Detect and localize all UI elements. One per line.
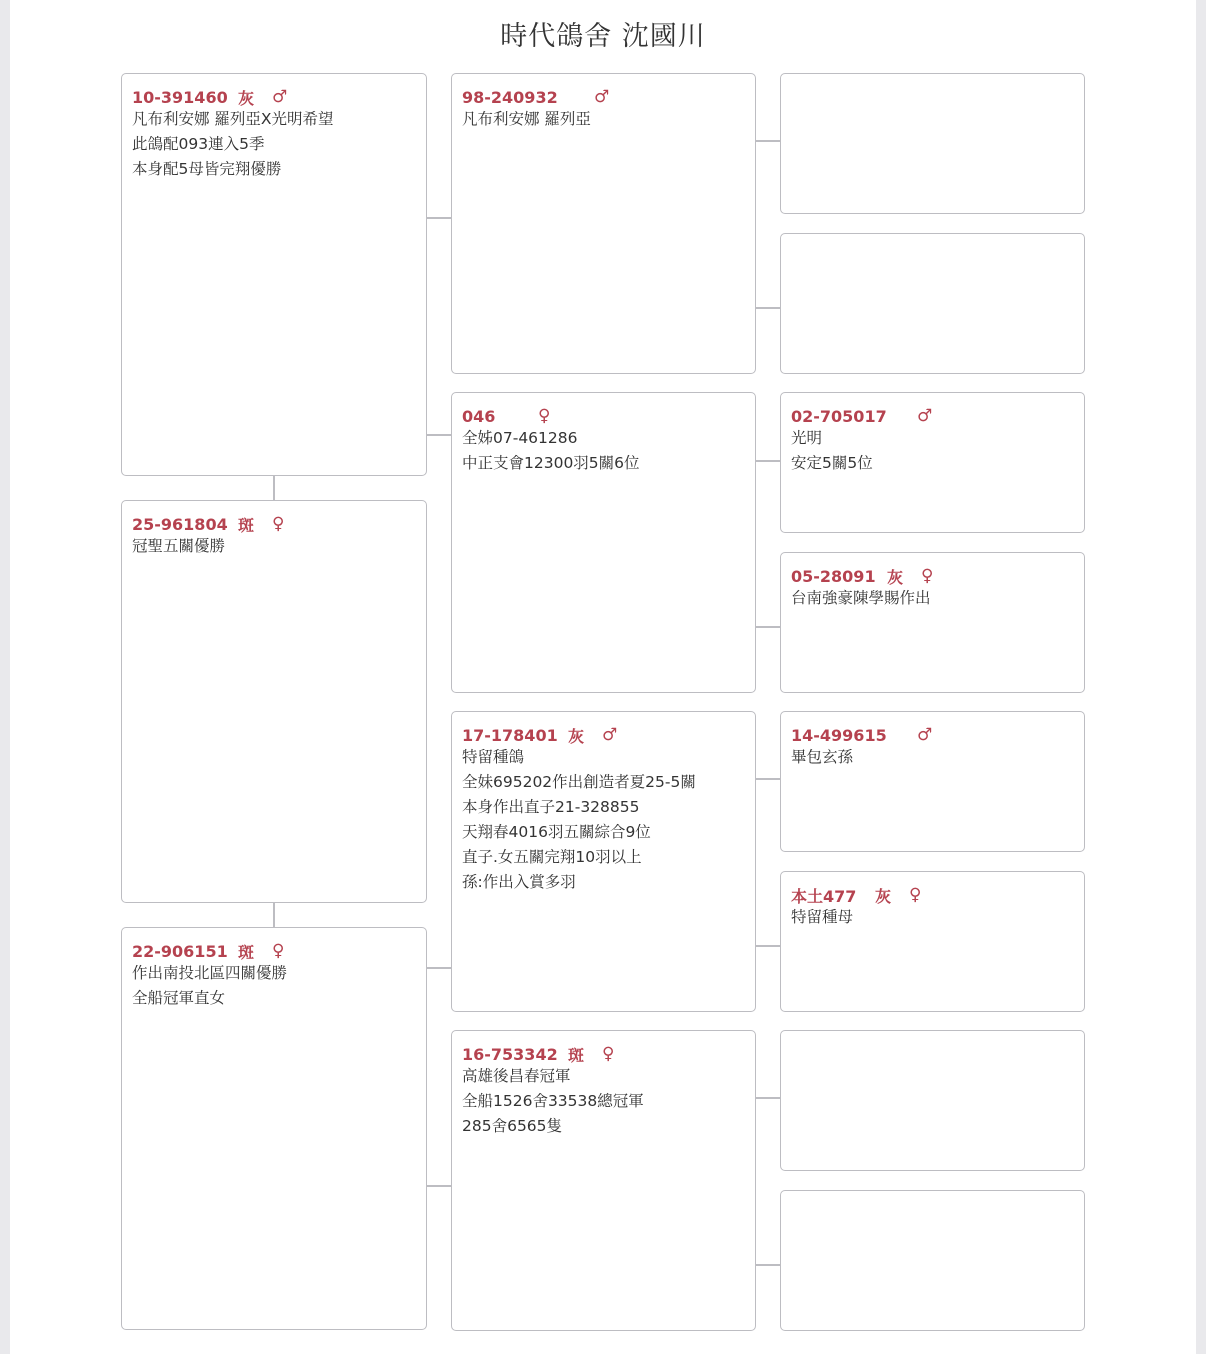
card-m2-dam-sire-empty — [780, 1030, 1085, 1171]
connector-line — [756, 778, 780, 780]
ring-number: 17-178401 — [462, 725, 558, 745]
note-line: 285舍6565隻 — [462, 1117, 563, 1135]
ring-number: 98-240932 — [462, 87, 558, 107]
color-label: 灰 — [238, 88, 255, 108]
note-line: 本身配5母皆完翔優勝 — [132, 160, 282, 178]
male-icon: ♂ — [602, 725, 618, 745]
male-icon: ♂ — [917, 725, 933, 745]
note-line: 直子.女五關完翔10羽以上 — [462, 848, 642, 866]
connector-line — [427, 434, 451, 436]
color-label: 斑 — [238, 942, 255, 962]
ring-number: 05-28091 — [791, 566, 876, 586]
female-icon: ♀ — [272, 941, 285, 961]
ring-number: 14-499615 — [791, 725, 887, 745]
note-line: 中正支會12300羽5關6位 — [462, 454, 640, 472]
card-m2-sire-sire — [780, 711, 1085, 852]
connector-line — [756, 307, 780, 309]
connector-line — [756, 1264, 780, 1266]
note-line: 高雄後昌春冠軍 — [462, 1067, 571, 1085]
color-label: 斑 — [238, 515, 255, 535]
connector-line — [273, 476, 275, 500]
male-icon: ♂ — [917, 406, 933, 426]
connector-line — [427, 967, 451, 969]
connector-line — [756, 460, 780, 462]
card-mate1 — [121, 500, 427, 903]
note-line: 凡布利安娜 羅列亞X光明希望 — [132, 110, 334, 128]
color-label: 灰 — [887, 567, 904, 587]
note-line: 光明 — [791, 429, 823, 447]
male-icon: ♂ — [594, 87, 610, 107]
card-subject — [121, 73, 427, 476]
card-sire-sire-empty — [780, 73, 1085, 214]
connector-line — [756, 945, 780, 947]
note-line: 台南強豪陳學賜作出 — [791, 589, 931, 607]
card-dam-sire — [780, 392, 1085, 533]
card-dam — [451, 392, 756, 693]
card-dam-dam — [780, 552, 1085, 693]
ring-number: 16-753342 — [462, 1044, 558, 1064]
note-line: 全妹695202作出創造者夏25-5關 — [462, 773, 696, 791]
connector-line — [756, 1097, 780, 1099]
ring-number: 046 — [462, 406, 496, 426]
note-line: 安定5關5位 — [791, 454, 873, 472]
card-m2-sire-dam — [780, 871, 1085, 1012]
female-icon: ♀ — [538, 406, 551, 426]
card-sire-dam-empty — [780, 233, 1085, 374]
color-label: 灰 — [875, 886, 892, 906]
connector-line — [756, 140, 780, 142]
note-line: 凡布利安娜 羅列亞 — [462, 110, 591, 128]
card-m2-dam-dam-empty — [780, 1190, 1085, 1331]
female-icon: ♀ — [272, 514, 285, 534]
male-icon: ♂ — [272, 87, 288, 107]
ring-number: 本土477 — [791, 886, 857, 906]
note-line: 特留種母 — [791, 908, 854, 926]
card-sire — [451, 73, 756, 374]
note-line: 此鴿配093連入5季 — [132, 135, 265, 153]
note-line: 冠聖五關優勝 — [132, 537, 226, 555]
note-line: 畢包玄孫 — [791, 748, 854, 766]
note-line: 特留種鴿 — [462, 748, 525, 766]
card-mate2 — [121, 927, 427, 1330]
ring-number: 02-705017 — [791, 406, 887, 426]
connector-line — [427, 1185, 451, 1187]
note-line: 全船1526舍33538總冠軍 — [462, 1092, 644, 1110]
note-line: 孫:作出入賞多羽 — [462, 873, 576, 891]
ring-number: 10-391460 — [132, 87, 228, 107]
card-m2-sire — [451, 711, 756, 1012]
color-label: 灰 — [568, 726, 585, 746]
connector-line — [756, 626, 780, 628]
female-icon: ♀ — [909, 885, 922, 905]
note-line: 全姊07-461286 — [462, 429, 578, 447]
note-line: 天翔春4016羽五關綜合9位 — [462, 823, 651, 841]
note-line: 作出南投北區四關優勝 — [132, 964, 288, 982]
female-icon: ♀ — [921, 566, 934, 586]
female-icon: ♀ — [602, 1044, 615, 1064]
card-m2-dam — [451, 1030, 756, 1331]
ring-number: 25-961804 — [132, 514, 228, 534]
note-line: 本身作出直子21-328855 — [462, 798, 640, 816]
page-title: 時代鴿舍 沈國川 — [500, 21, 706, 52]
ring-number: 22-906151 — [132, 941, 228, 961]
connector-line — [273, 903, 275, 927]
color-label: 斑 — [568, 1045, 585, 1065]
connector-line — [427, 217, 451, 219]
note-line: 全船冠軍直女 — [132, 989, 226, 1007]
